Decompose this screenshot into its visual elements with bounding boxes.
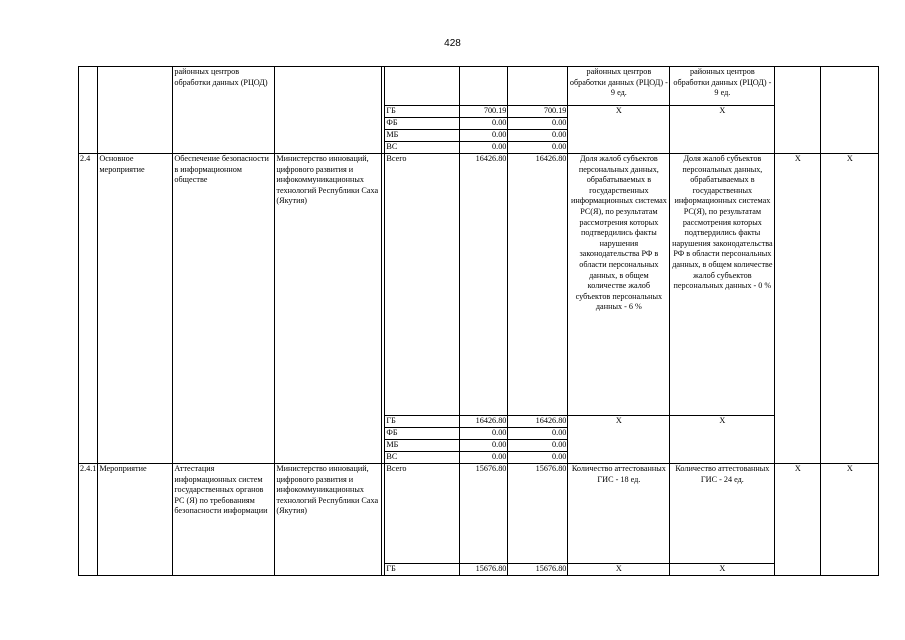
cell-value: 700.19	[508, 106, 568, 118]
cell-source: ГБ	[385, 416, 460, 428]
cell-value: 16426.80	[460, 154, 508, 416]
cell-indicator: районных центров обработки данных (РЦОД) - 9 ед.	[568, 67, 670, 106]
table-row	[79, 67, 879, 106]
cell-x: Х	[775, 154, 821, 464]
cell-indicator: Х	[670, 564, 775, 576]
cell-indicator: Количество аттестованных ГИС - 18 ед.	[568, 464, 670, 564]
cell-indicator: районных центров обработки данных (РЦОД) - 9 ед.	[670, 67, 775, 106]
cell-source	[385, 67, 460, 106]
cell-value: 0.00	[508, 142, 568, 154]
cell-source: Всего	[385, 154, 460, 416]
cell-type: Мероприятие	[98, 464, 173, 576]
cell-name: Обеспечение безопасности в информационном обществе	[173, 154, 275, 464]
cell-indicator: Х	[568, 564, 670, 576]
cell-value: 0.00	[460, 130, 508, 142]
cell-value: 0.00	[460, 118, 508, 130]
cell-value	[508, 67, 568, 106]
cell-value: 15676.80	[508, 564, 568, 576]
cell-value: 16426.80	[508, 154, 568, 416]
cell-value: 0.00	[508, 428, 568, 440]
cell-value: 16426.80	[460, 416, 508, 428]
cell-source: МБ	[385, 130, 460, 142]
cell-value: 0.00	[508, 452, 568, 464]
cell-value: 15676.80	[460, 564, 508, 576]
cell-name: Аттестация информационных систем государственных органов РС (Я) по требованиям безопасности информации	[173, 464, 275, 576]
page-number: 428	[444, 38, 461, 49]
table-row	[79, 154, 879, 416]
cell-value: 0.00	[460, 440, 508, 452]
cell-value: 0.00	[460, 428, 508, 440]
cell-executor	[275, 67, 382, 154]
cell-value: 0.00	[460, 142, 508, 154]
cell-source: ГБ	[385, 564, 460, 576]
cell-source: ВС	[385, 142, 460, 154]
cell-value: 0.00	[508, 118, 568, 130]
cell-value	[460, 67, 508, 106]
cell-x	[775, 67, 821, 154]
cell-num: 2.4	[79, 154, 98, 464]
cell-x: Х	[821, 464, 879, 576]
cell-source: МБ	[385, 440, 460, 452]
cell-value: 700.19	[460, 106, 508, 118]
cell-value: 15676.80	[460, 464, 508, 564]
cell-indicator: Количество аттестованных ГИС - 24 ед.	[670, 464, 775, 564]
cell-value: 0.00	[460, 452, 508, 464]
cell-type: Основное мероприятие	[98, 154, 173, 464]
cell-x	[821, 67, 879, 154]
cell-value: 0.00	[508, 130, 568, 142]
cell-num	[79, 67, 98, 154]
cell-indicator: Х	[568, 106, 670, 154]
cell-value: 15676.80	[508, 464, 568, 564]
cell-indicator: Х	[670, 106, 775, 154]
cell-indicator: Доля жалоб субъектов персональных данных, обрабатываемых в государственных информационных системах РС(Я), по результатам рассмотрения которых подтвердились факты нарушения законодательства РФ в области персональных данных, в общем количестве жалоб субъектов персональных данных - 0 %	[670, 154, 775, 416]
cell-executor: Министерство инноваций, цифрового развития и инфокоммуникационных технологий Республики Саха (Якутия)	[275, 154, 382, 464]
cell-indicator: Доля жалоб субъектов персональных данных, обрабатываемых в государственных информационных системах РС(Я), по результатам рассмотрения которых подтвердились факты нарушения законодательства РФ в области персональных данных, в общем количестве жалоб субъектов персональных данных - 6 %	[568, 154, 670, 416]
cell-value: 0.00	[508, 440, 568, 452]
cell-source: ФБ	[385, 428, 460, 440]
cell-source: Всего	[385, 464, 460, 564]
cell-x: Х	[821, 154, 879, 464]
cell-type	[98, 67, 173, 154]
cell-x: Х	[775, 464, 821, 576]
cell-indicator: Х	[670, 416, 775, 464]
program-table	[78, 66, 879, 576]
cell-source: ГБ	[385, 106, 460, 118]
cell-source: ВС	[385, 452, 460, 464]
cell-num: 2.4.1	[79, 464, 98, 576]
cell-indicator: Х	[568, 416, 670, 464]
cell-executor: Министерство инноваций, цифрового развития и инфокоммуникационных технологий Республики Саха (Якутия)	[275, 464, 382, 576]
cell-source: ФБ	[385, 118, 460, 130]
cell-name: районных центров обработки данных (РЦОД)	[173, 67, 275, 154]
cell-value: 16426.80	[508, 416, 568, 428]
table-row	[79, 464, 879, 564]
